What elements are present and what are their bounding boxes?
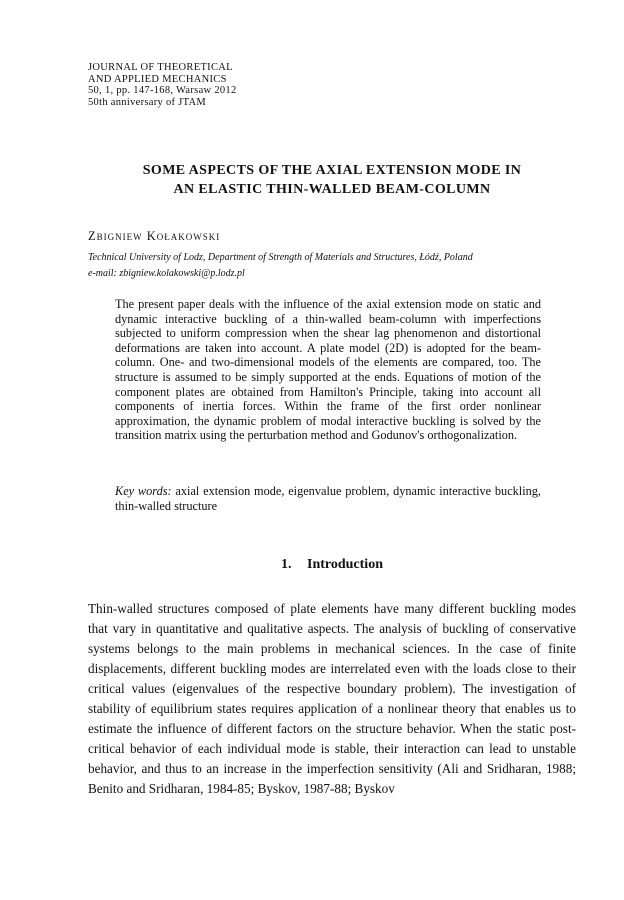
section-heading <box>88 557 576 573</box>
body-paragraph: Thin-walled structures composed of plate elements have many different buckling modes that vary in quantitative and qualitative aspects. The analysis of buckling of conservative systems belongs to the main problems in mechanical sciences. In the case of finite displacements, different buckling modes are interrelated even with the loads close to their critical values (eigenvalues of the respective boundary problem). The investigation of stability of equilibrium states requires application of a nonlinear theory that enables us to estimate the influence of different factors on the structure behavior. When the static post-critical behavior of each individual mode is stable, their interaction can lead to unstable behavior, and thus to an increase in the imperfection sensitivity (Ali and Sridharan, 1988; Benito and Sridharan, 1984-85; Byskov, 1987-88; Byskov <box>88 601 576 796</box>
journal-anniversary: 50th anniversary of JTAM <box>88 96 207 108</box>
abstract: The present paper deals with the influence of the axial extension mode on static and dynamic interactive buckling of a thin-walled beam-column with imperfections subjected to uniform compression when the shear lag phenomenon and distortional deformations are taken into account. A plate model (2D) is adopted for the beam-column. One- and two-dimensional models of the elements are compared, too. The structure is assumed to be simply supported at the ends. Equations of motion of the component plates are obtained from Hamilton's Principle, taking into account all components of inertia forces. Within the frame of the first order nonlinear approximation, the dynamic problem of modal interactive buckling is solved by the transition matrix using the perturbation method and Godunov's orthogonalization. <box>115 297 541 443</box>
paper-title-line2: AN ELASTIC THIN-WALLED BEAM-COLUMN <box>173 182 491 197</box>
email: e-mail: zbigniew.kolakowski@p.lodz.pl <box>88 268 245 279</box>
keywords-label: Key words: <box>115 484 172 498</box>
journal-name-line1: JOURNAL OF THEORETICAL <box>88 62 233 73</box>
paper-title <box>60 161 604 199</box>
section-title: Introduction <box>307 557 383 572</box>
author-name: Zbigniew Kołakowski <box>88 229 221 243</box>
journal-header <box>88 62 237 108</box>
section-number: 1. <box>281 557 292 572</box>
journal-name-line2: AND APPLIED MECHANICS <box>88 73 227 85</box>
keywords-text: axial extension mode, eigenvalue problem, dynamic interactive buckling, thin-walled structure <box>115 484 542 513</box>
author-affiliation-block <box>88 250 473 282</box>
keywords <box>115 484 541 514</box>
journal-issue: 50, 1, pp. 147-168, Warsaw 2012 <box>88 85 237 96</box>
affiliation: Technical University of Lodz, Department of Strength of Materials and Structures, Łódź, Poland <box>88 252 473 263</box>
paper-title-line1: SOME ASPECTS OF THE AXIAL EXTENSION MODE IN <box>142 163 522 178</box>
